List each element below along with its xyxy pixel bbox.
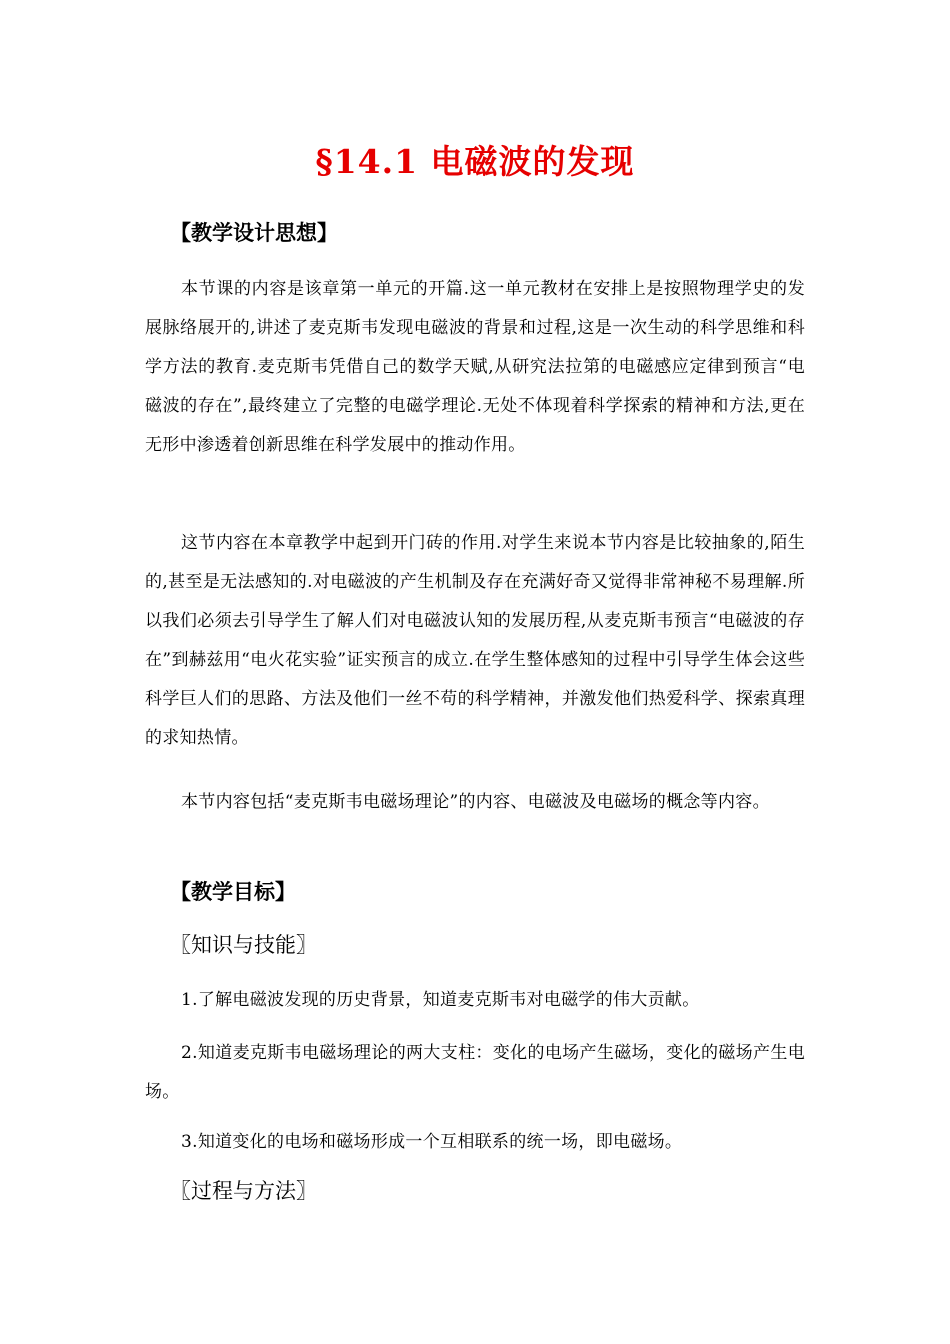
design-paragraph-1: 本节课的内容是该章第一单元的开篇.这一单元教材在安排上是按照物理学史的发展脉络展开的,讲述了麦克斯韦发现电磁波的背景和过程,这是一次生动的科学思维和科学方法的教育.麦克斯韦凭借自己的数学天赋,从研究法拉第的电磁感应定律到预言“电磁波的存在”,最终建立了完整的电磁学理论.无处不体现着科学探索的精神和方法,更在无形中渗透着创新思维在科学发展中的推动作用。 — [145, 279, 805, 455]
section-heading-design: 【教学设计思想】 — [170, 220, 338, 245]
knowledge-item-3: 3.知道变化的电场和磁场形成一个互相联系的统一场，即电磁场。 — [181, 1132, 683, 1152]
knowledge-item-2: 2.知道麦克斯韦电磁场理论的两大支柱：变化的电场产生磁场，变化的磁场产生电场。 — [145, 1043, 805, 1102]
subheading-knowledge-skills: 〖知识与技能〗 — [170, 933, 317, 957]
knowledge-item-1: 1.了解电磁波发现的历史背景，知道麦克斯韦对电磁学的伟大贡献。 — [181, 990, 700, 1010]
document-title: §14.1 电磁波的发现 — [315, 142, 635, 181]
subheading-process-methods: 〖过程与方法〗 — [170, 1179, 317, 1203]
design-paragraph-2: 这节内容在本章教学中起到开门砖的作用.对学生来说本节内容是比较抽象的,陌生的,甚至是无法感知的.对电磁波的产生机制及存在充满好奇又觉得非常神秘不易理解.所以我们必须去引导学生了解人们对电磁波认知的发展历程,从麦克斯韦预言“电磁波的存在”到赫兹用“电火花实验”证实预言的成立.在学生整体感知的过程中引导学生体会这些科学巨人们的思路、方法及他们一丝不苟的科学精神，并激发他们热爱科学、探索真理的求知热情。 — [145, 533, 805, 748]
section-heading-goals: 【教学目标】 — [170, 879, 296, 904]
design-paragraph-3: 本节内容包括“麦克斯韦电磁场理论”的内容、电磁波及电磁场的概念等内容。 — [181, 792, 770, 812]
